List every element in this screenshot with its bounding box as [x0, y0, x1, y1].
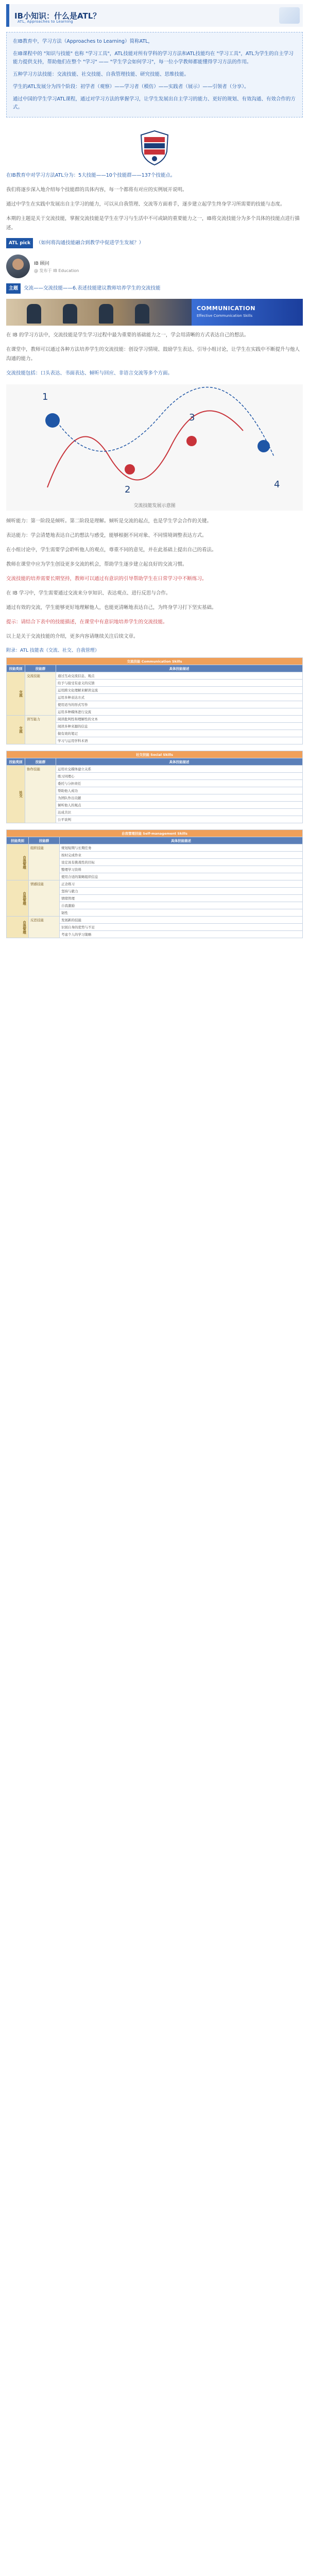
cluster-cell: 读写能力	[25, 716, 56, 744]
diagram-node	[186, 436, 197, 446]
cluster-cell: 组织技能	[29, 844, 60, 880]
atl-skills-table	[6, 751, 303, 823]
skill-cell: 公平谈判	[56, 816, 303, 823]
category-cell: 自我管理	[7, 880, 29, 917]
crest-icon	[139, 130, 170, 166]
skill-cell: 运用多种媒体进行交流	[56, 708, 303, 716]
body-paragraph: 在课堂中，教师可以通过各种方法培养学生的交流技能：创设学习情境、鼓励学生表达、引导小组讨论，让学生在实践中不断提升与他人沟通的能力。	[6, 347, 300, 362]
table-title: 社交技能 Social Skills	[7, 751, 303, 758]
skill-cell: 识别自身的优势与不足	[60, 924, 303, 931]
body-paragraph: 教师在课堂中应为学生创设更多交流的机会，帮助学生逐步建立起良好的交流习惯。	[6, 562, 187, 567]
callout-line	[6, 238, 303, 248]
table-title: 自我管理技能 Self-management Skills	[7, 830, 303, 837]
diagram-label: 3	[189, 412, 195, 423]
cluster-cell: 情感技能	[29, 880, 60, 917]
diagram-svg	[6, 384, 303, 511]
banner-text	[192, 299, 303, 326]
body-paragraph: 在 IB 学习中，学生需要通过交流来分享知识、表达观点、进行反思与合作。	[6, 590, 171, 596]
table-header-row	[7, 665, 303, 672]
person-figure	[135, 304, 149, 324]
skill-cell: 使用合适的策略组织信息	[60, 873, 303, 880]
intro-paragraph: 通过中国的学生学习ATL课程，通过对学习方法的掌握学习，让学生发展出自主学习的能力、更好的规划、有效沟通、有效合作的方式。	[13, 96, 296, 110]
intro-paragraph: 五种学习方法技能：交流技能、社交技能、自我管理技能、研究技能、思维技能。	[13, 72, 190, 77]
skill-cell: 运用社交媒体建立关系	[56, 766, 303, 773]
cluster-cell: 反思技能	[29, 917, 60, 938]
body-paragraph: 通过中学生在实践中发展出自主学习的能力，可以从自我管理、交流等方面着手，逐步建立起学生终身学习所需要的技能与态度。	[6, 201, 285, 207]
tables-container	[6, 657, 303, 938]
cluster-cell: 交流技能	[25, 672, 56, 716]
section-three	[6, 517, 303, 641]
intro-paragraph: 在IB课程中的 "知识与技能" 也称 "学习工具"，ATL技能对所有学科的学习方法和ATL技能均在 "学习工具"，ATL为学生的自主学习能力提供支持，帮助他们在整个 "学习" —— "学生学会如何学习"，每一位小学教师都能懂得学习方法的作用。	[13, 51, 294, 65]
body-paragraph: 表达能力：学会清楚地表达自己的想法与感受，能够根据不同对象、不同情境调整表达方式。	[6, 533, 207, 538]
section-intro: 交流——交流技能——6.表述技能建议教师培养学生的交流技能	[24, 285, 161, 291]
category-cell: 社交	[7, 766, 25, 823]
skill-cell: 自我激励	[60, 902, 303, 909]
header-decoration	[279, 7, 300, 24]
skills-diagram	[6, 384, 303, 511]
callout-text: （如何将沟通技能融合到教学中促进学生发展？）	[36, 240, 144, 246]
banner-subtitle: Effective Communication Skills	[197, 314, 253, 318]
skill-cell: 考虑个人的学习策略	[60, 931, 303, 938]
table-title-row	[7, 658, 303, 665]
category-cell: 自我管理	[7, 917, 29, 938]
avatar	[6, 255, 30, 278]
highlight-paragraph: 提示：请结合下表中的技能描述，在课堂中有意识地培养学生的交流技能。	[6, 619, 168, 625]
skill-cell: 为团队作出贡献	[56, 794, 303, 802]
table-header-cell: 技能群	[25, 665, 56, 672]
body-paragraph: 通过有效的交流，学生能够更好地理解他人，也能更清晰地表达自己，为终身学习打下坚实基础。	[6, 605, 217, 611]
table-title: 交流技能 Communication Skills	[7, 658, 303, 665]
table-header-cell: 具体技能描述	[60, 837, 303, 844]
table-title-row	[7, 751, 303, 758]
category-cell: 交流	[7, 716, 25, 744]
skill-cell: 练习同理心	[56, 773, 303, 780]
skill-cell: 给予与接受有意义的反馈	[56, 680, 303, 687]
skill-cell: 设定具有挑战性的目标	[60, 859, 303, 866]
banner-title: COMMUNICATION	[197, 305, 255, 312]
diagram-label: 4	[274, 479, 280, 490]
person-figure	[27, 304, 41, 324]
section-tag: 主题	[6, 283, 21, 294]
intro-paragraph: 学生的ATL发展分为四个阶段：初学者（观察）——学习者（模仿）——实践者（展示）——引领者（分享）。	[13, 84, 249, 90]
skill-cell: 阅读批判性和理解性的文本	[56, 716, 303, 723]
body-paragraph: 倾听能力：第一阶段是倾听。第二阶段是理解。倾听是交流的起点，也是学生学会合作的关键。	[6, 518, 212, 524]
skill-cell: 通过互动交流信息、观点	[56, 672, 303, 680]
author-name: IB 顾问	[34, 261, 49, 266]
skill-cell: 学习与运用学科术语	[56, 737, 303, 744]
skill-cell: 阅读多种来源的信息	[56, 723, 303, 730]
table-header-cell: 技能类别	[7, 758, 25, 766]
communication-banner	[6, 299, 303, 326]
body-paragraph: 在 IB 的学习方法中，交流技能是学生学习过程中最为重要的基础能力之一，学会用清晰的方式表达自己的想法。	[6, 332, 249, 338]
skill-cell: 正念练习	[60, 880, 303, 888]
diagram-label: 2	[125, 484, 131, 495]
skill-cell: 委托与分担责任	[56, 780, 303, 787]
table-row	[7, 917, 303, 924]
banner-photo	[6, 299, 192, 326]
table-header-row	[7, 837, 303, 844]
diagram-label: 1	[42, 392, 48, 402]
article-title: IB小知识：什么是ATL？	[14, 11, 101, 21]
table-header-cell: 技能类别	[7, 665, 25, 672]
skill-cell: 运用跨文化理解来解读交流	[56, 687, 303, 694]
table-header-cell: 技能类别	[7, 837, 29, 844]
skill-cell: 帮助他人成功	[56, 787, 303, 794]
table-header-cell: 具体技能描述	[56, 758, 303, 766]
highlight-paragraph: 交流技能包括：口头表达、书面表达、倾听与回应、非语言交流等多个方面。	[6, 370, 173, 376]
atl-skills-table	[6, 829, 303, 938]
table-row	[7, 844, 303, 852]
skill-cell: 使用适当的形式写作	[56, 701, 303, 708]
person-figure	[63, 304, 77, 324]
diagram-node	[125, 464, 135, 474]
category-cell: 交流	[7, 672, 25, 716]
atl-tables	[6, 647, 303, 938]
author-meta	[34, 260, 79, 274]
section-two-body	[6, 331, 303, 378]
highlight-paragraph: 交流技能的培养需要长期坚持，教师可以通过有意识的引导帮助学生在日常学习中不断练习。	[6, 576, 207, 582]
intro-box	[6, 32, 303, 117]
intro-paragraph: 在IB教育中，学习方法（Approaches to Learning）简称ATL，	[13, 39, 153, 44]
table-header-cell: 技能群	[29, 837, 60, 844]
diagram-node	[258, 440, 270, 452]
section-two-line	[6, 283, 303, 294]
table-row	[7, 880, 303, 888]
callout-tag: ATL pick	[6, 238, 33, 248]
lead-paragraph: 在IB教育中对学习方法ATL分为：5大技能——10个技能群——137个技能点。	[6, 173, 176, 178]
section-two-intro	[6, 283, 303, 294]
skill-cell: 韧性	[60, 909, 303, 917]
table-row	[7, 766, 303, 773]
tables-heading: 附录：ATL 技能表（交流、社交、自我管理）	[6, 648, 99, 653]
skill-cell: 发展新的技能	[60, 917, 303, 924]
body-paragraph: 以上是关于交流技能的介绍，更多内容请继续关注后续文章。	[6, 634, 139, 639]
skill-cell: 倾听他人的观点	[56, 802, 303, 809]
table-header-cell: 技能群	[25, 758, 56, 766]
skill-cell: 达成共识	[56, 809, 303, 816]
skill-cell: 做有效的笔记	[56, 730, 303, 737]
table-header-cell: 具体技能描述	[56, 665, 303, 672]
diagram-node	[45, 413, 60, 428]
body-paragraph: 我们将逐步深入地介绍每个技能群的具体内容，每一个都将有对应的实例展开说明。	[6, 187, 187, 193]
person-figure	[99, 304, 113, 324]
article-header	[6, 4, 303, 27]
skill-cell: 规划短期与长期任务	[60, 844, 303, 852]
table-row	[7, 716, 303, 723]
atl-skills-table	[6, 657, 303, 744]
school-logo	[0, 125, 309, 171]
author-row	[6, 253, 303, 279]
author-sub: @ 发布于 IB Education	[34, 268, 79, 273]
skill-cell: 运用多种表达方式	[56, 694, 303, 701]
body-paragraph: 在小组讨论中，学生需要学会聆听他人的观点，尊重不同的意见，并在此基础上提出自己的看法。	[6, 547, 217, 553]
skill-cell: 情绪管理	[60, 895, 303, 902]
cluster-cell: 协作技能	[25, 766, 56, 823]
table-title-row	[7, 830, 303, 837]
skill-cell: 按时完成作业	[60, 852, 303, 859]
diagram-caption: 交流技能发展示意图	[133, 503, 176, 509]
article-subtitle: ATL, Approaches to Learning	[18, 20, 74, 24]
table-row	[7, 672, 303, 680]
skill-cell: 整理学习资料	[60, 866, 303, 873]
skill-cell: 坚持与毅力	[60, 888, 303, 895]
article-body	[6, 171, 303, 248]
table-header-row	[7, 758, 303, 766]
body-paragraph: 本期的主题是关于交流技能，掌握交流技能是学生在学习与生活中不可或缺的重要能力之一，IB将交流技能分为多个具体的技能点进行描述。	[6, 216, 300, 231]
category-cell: 自我管理	[7, 844, 29, 880]
